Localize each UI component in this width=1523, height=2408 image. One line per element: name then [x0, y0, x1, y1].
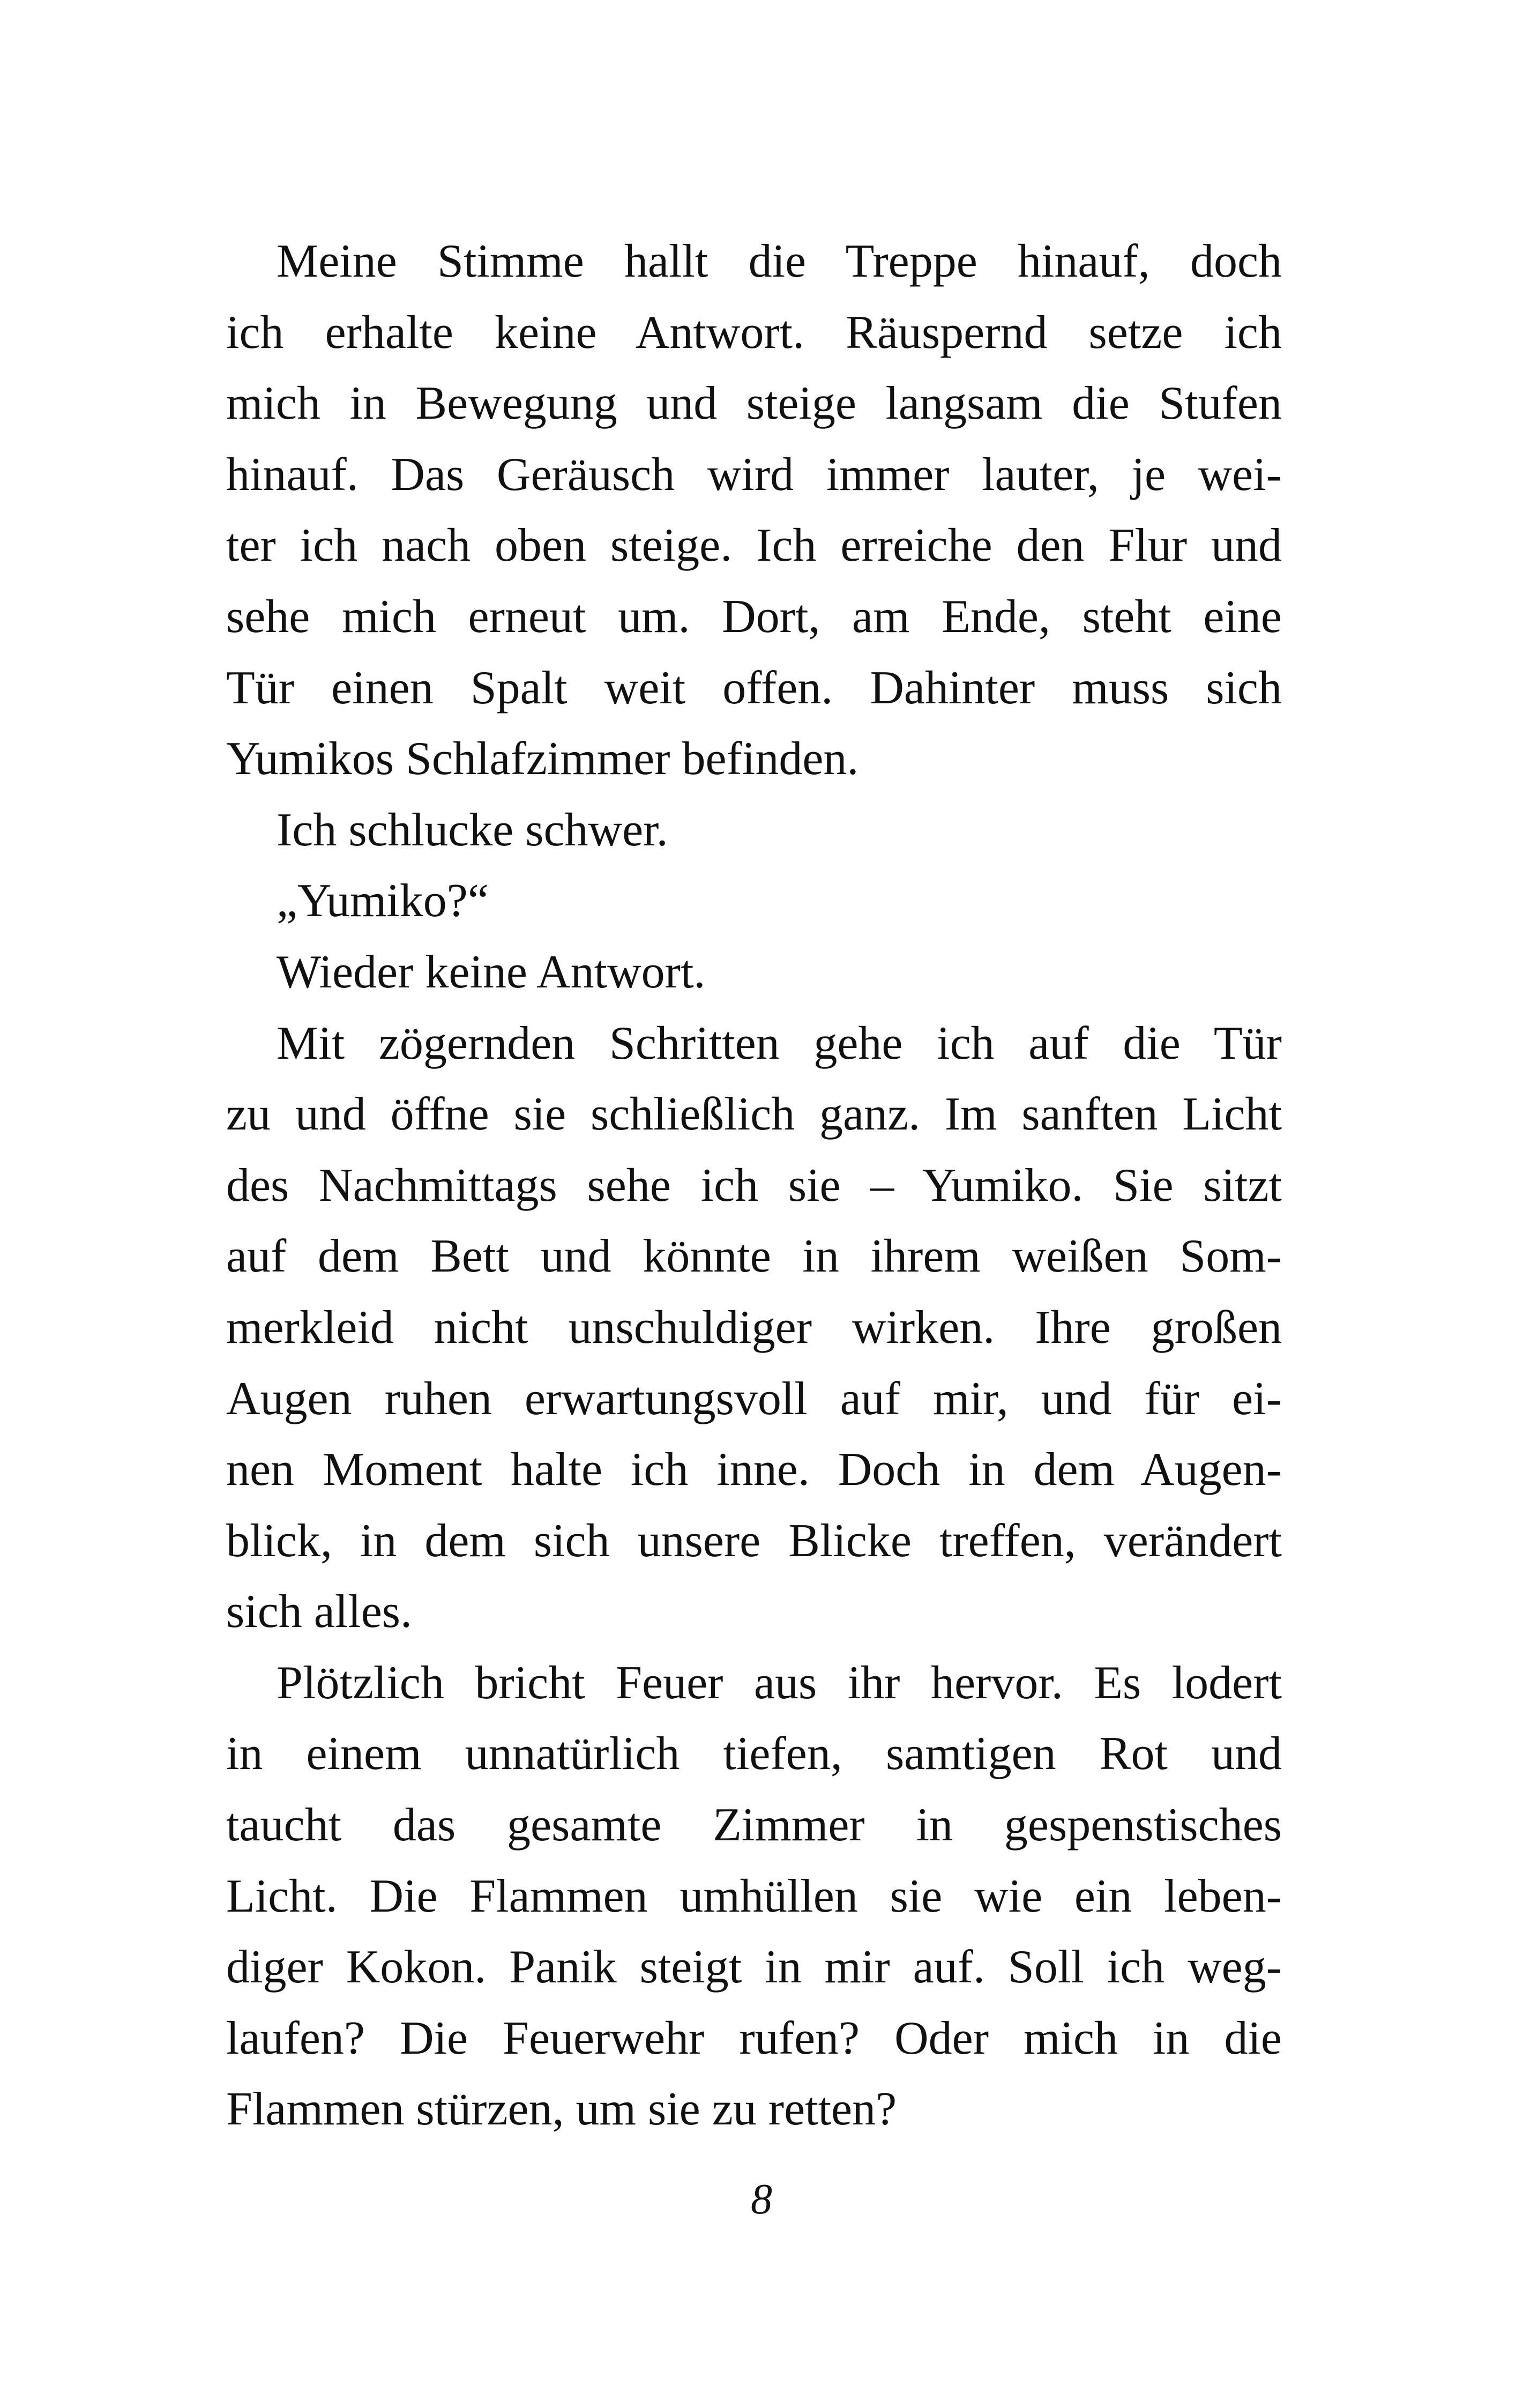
text-line: Mit zögernden Schritten gehe ich auf die Tür [277, 1017, 1282, 1069]
text-line: sich alles. [226, 1586, 413, 1638]
text-line: Ich schlucke schwer. [277, 804, 668, 856]
text-line: merkleid nicht unschuldiger wirken. Ihre großen [226, 1301, 1282, 1354]
body-text [226, 226, 1282, 2145]
text-line: Flammen stürzen, um sie zu retten? [226, 2083, 897, 2136]
text-line: hinauf. Das Geräusch wird immer lauter, je wei- [226, 448, 1282, 501]
text-line: sehe mich erneut um. Dort, am Ende, steht eine [226, 590, 1282, 643]
text-line: Augen ruhen erwartungsvoll auf mir, und für ei- [226, 1372, 1282, 1425]
text-line: auf dem Bett und könnte in ihrem weißen Som- [226, 1230, 1282, 1283]
text-line: ter ich nach oben steige. Ich erreiche den Flur und [226, 519, 1282, 572]
text-line: ich erhalte keine Antwort. Räuspernd setze ich [226, 306, 1282, 359]
text-line: in einem unnatürlich tiefen, samtigen Rot und [226, 1728, 1282, 1780]
text-line: Wieder keine Antwort. [277, 946, 706, 998]
text-line: mich in Bewegung und steige langsam die Stufen [226, 377, 1282, 430]
text-line: „Yumiko?“ [277, 875, 489, 927]
text-line: Licht. Die Flammen umhüllen sie wie ein leben- [226, 1870, 1282, 1922]
text-line: laufen? Die Feuerwehr rufen? Oder mich in die [226, 2012, 1282, 2064]
text-line: Plötzlich bricht Feuer aus ihr hervor. Es lodert [277, 1656, 1282, 1709]
text-line: Yumikos Schlafzimmer befinden. [226, 733, 859, 785]
text-line: blick, in dem sich unsere Blicke treffen, verändert [226, 1514, 1282, 1567]
text-line: nen Moment halte ich inne. Doch in dem Augen- [226, 1444, 1282, 1496]
text-line: Meine Stimme hallt die Treppe hinauf, doch [277, 235, 1282, 287]
text-line: zu und öffne sie schließlich ganz. Im sanften Licht [226, 1088, 1282, 1141]
page-number: 8 [751, 2176, 772, 2223]
text-line: taucht das gesamte Zimmer in gespenstisches [226, 1799, 1282, 1852]
text-line: diger Kokon. Panik steigt in mir auf. Soll ich weg- [226, 1941, 1282, 1994]
text-line: Tür einen Spalt weit offen. Dahinter muss sich [226, 662, 1282, 714]
text-line: des Nachmittags sehe ich sie – Yumiko. Sie sitzt [226, 1159, 1282, 1212]
